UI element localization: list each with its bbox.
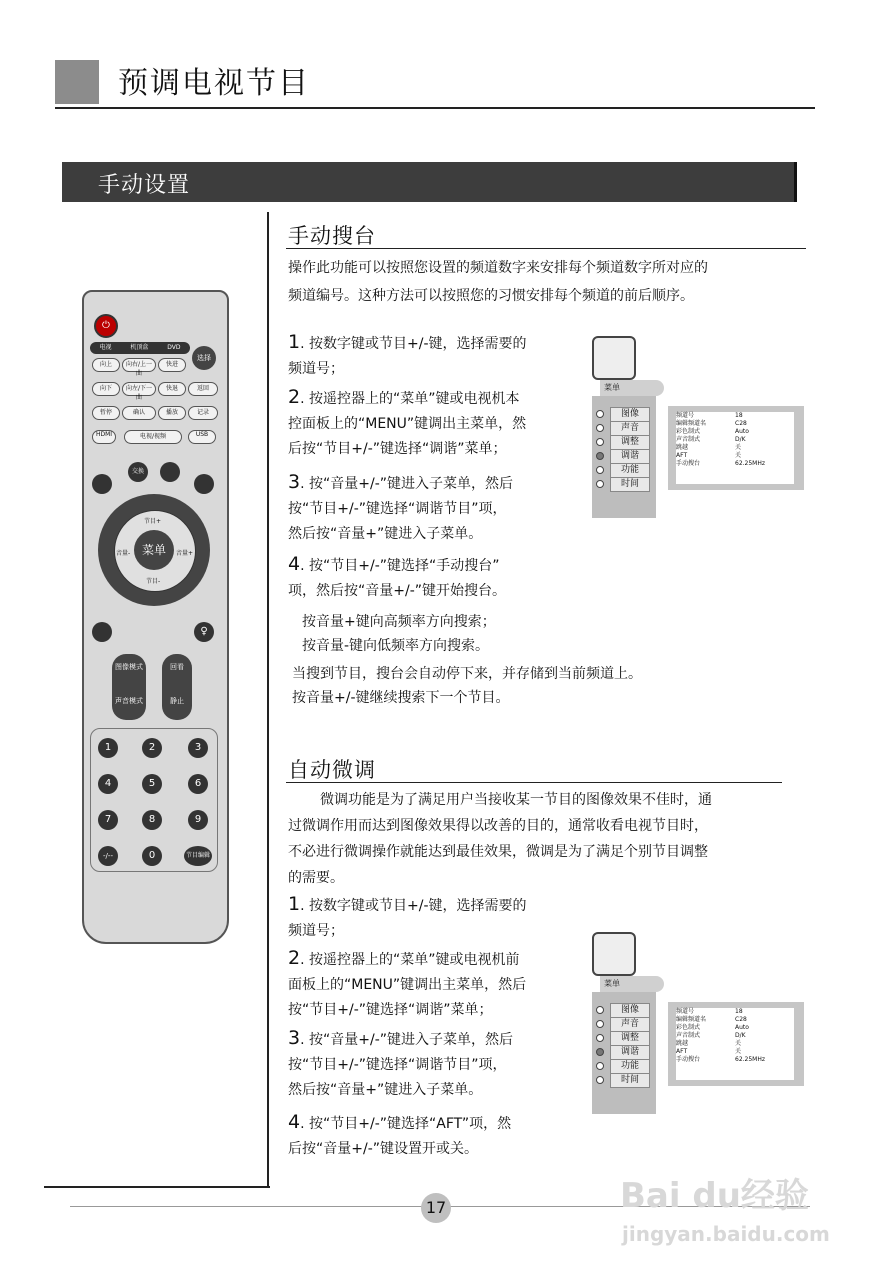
tip-line: 按音量+键向高频率方向搜索； [302, 614, 496, 630]
digit-button: 4 [98, 774, 118, 794]
submenu-value: 62.25MHz [735, 460, 766, 467]
step-2 [288, 946, 588, 1023]
step-text: . 按遥控器上的“菜单”键或电视机前 [300, 952, 520, 968]
submenu-value: Auto [735, 1024, 749, 1031]
menu-item-selected: 调谐 [610, 1045, 650, 1060]
remote-button: HDMI [92, 430, 116, 444]
osd-menu-figure [592, 336, 807, 521]
submenu-label: 彩色制式 [676, 428, 701, 435]
step-number: 2 [288, 386, 301, 408]
digit-button: 3 [188, 738, 208, 758]
step-4 [288, 552, 588, 604]
watermark-brand: Bai du经验 [620, 1176, 809, 1216]
step-text: 控面板上的“MENU”键调出主菜单，然 [288, 416, 527, 432]
submenu-label: 手动搜台 [676, 460, 701, 467]
submenu-label: AFT [676, 452, 688, 459]
remote-control [82, 290, 229, 944]
radio-icon [596, 438, 604, 446]
submenu-value: 关 [735, 1040, 742, 1047]
submenu-panel [668, 1002, 804, 1086]
step-text: 频道号； [288, 361, 344, 377]
step-text: 面板上的“MENU”键调出主菜单，然后 [288, 977, 527, 993]
mode-bar [90, 342, 190, 354]
intro-line: 操作此功能可以按照您设置的频道数字来安排每个频道数字所对应的 [288, 260, 708, 276]
vol-up-label: 音量+ [176, 550, 194, 557]
step-2 [288, 385, 588, 462]
digit-button: 2 [142, 738, 162, 758]
step-text: 然后按“音量+”键进入子菜单。 [288, 526, 483, 542]
intro-line: 频道编号。这种方法可以按照您的习惯安排每个频道的前后顺序。 [288, 288, 694, 304]
select-button: 选择 [192, 346, 216, 370]
menu-item: 声音 [610, 421, 650, 436]
submenu-value: 62.25MHz [735, 1056, 766, 1063]
radio-icon [596, 424, 604, 432]
submenu-list [676, 412, 794, 484]
mode-label: 电视 [99, 344, 112, 351]
radio-icon [596, 466, 604, 474]
menu-item: 图像 [610, 407, 650, 422]
step-3 [288, 470, 588, 547]
menu-item: 功能 [610, 1059, 650, 1074]
menu-tab: 菜单 [600, 380, 664, 396]
remote-button: 播放 [158, 406, 186, 420]
step-text: . 按“音量+/-”键进入子菜单，然后 [300, 476, 513, 492]
section-bar [62, 162, 796, 202]
submenu-label: 跳越 [676, 444, 689, 451]
radio-icon [596, 1020, 604, 1028]
page-title: 预调电视节目 [118, 66, 310, 101]
submenu-value: 18 [735, 1008, 743, 1015]
digit-button: 6 [188, 774, 208, 794]
note-line: 按音量+/-键继续搜索下一个节目。 [292, 690, 510, 706]
image-mode-button: 图像模式 [112, 654, 146, 720]
review-button: 回看 [162, 654, 192, 720]
radio-icon [596, 1048, 604, 1056]
step-1 [288, 330, 588, 382]
info-icon: ♀ [194, 622, 214, 642]
heading-manual-search: 手动搜台 [288, 224, 376, 248]
step-text: . 按“音量+/-”键进入子菜单，然后 [300, 1032, 513, 1048]
osd-menu-figure [592, 932, 807, 1117]
step-text: 频道号； [288, 923, 344, 939]
sound-mode-label: 声音模式 [115, 697, 143, 705]
digit-button: 5 [142, 774, 162, 794]
menu-item: 功能 [610, 463, 650, 478]
submenu-label: 编辑频道名 [676, 420, 707, 427]
submenu-value: D/K [735, 1032, 746, 1039]
remote-button: 向右/上一曲 [122, 358, 156, 372]
menu-tab: 菜单 [600, 976, 664, 992]
digit-button: 7 [98, 810, 118, 830]
menu-item: 图像 [610, 1003, 650, 1018]
section-bar-edge [794, 162, 797, 202]
digit-button: 8 [142, 810, 162, 830]
step-number: 1 [288, 331, 301, 353]
radio-icon [596, 480, 604, 488]
radio-icon [596, 1062, 604, 1070]
submenu-value: 关 [735, 452, 742, 459]
submenu-value: D/K [735, 436, 746, 443]
remote-round-button [160, 462, 180, 482]
digit-button: 9 [188, 810, 208, 830]
column-divider [267, 212, 269, 1188]
submenu-value: C28 [735, 1016, 747, 1023]
tip-line: 按音量-键向低频率方向搜索。 [302, 638, 490, 654]
intro-line: 的需要。 [288, 870, 344, 886]
intro-line: 过微调作用而达到图像效果得以改善的目的，通常收看电视节目时， [288, 818, 708, 834]
step-text: . 按数字键或节目+/-键，选择需要的 [300, 898, 527, 914]
step-text: 按“节目+/-”键选择“调谐”菜单； [288, 1002, 493, 1018]
menu-item: 调整 [610, 1031, 650, 1046]
mode-label: 机顶盒 [130, 344, 149, 351]
digit-button: 1 [98, 738, 118, 758]
step-text: . 按数字键或节目+/-键，选择需要的 [300, 336, 527, 352]
radio-icon [596, 452, 604, 460]
step-text: 后按“音量+/-”键设置开或关。 [288, 1141, 479, 1157]
heading-fine-tune: 自动微调 [288, 758, 376, 782]
step-number: 4 [288, 1111, 301, 1133]
radio-icon [596, 1034, 604, 1042]
radio-icon [596, 410, 604, 418]
submenu-value: 关 [735, 444, 742, 451]
submenu-label: 频道号 [676, 412, 695, 419]
remote-button: 快进 [158, 358, 186, 372]
intro-line: 微调功能是为了满足用户当接收某一节目的图像效果不佳时，通 [320, 792, 712, 808]
radio-icon [596, 1076, 604, 1084]
remote-button: 确认 [122, 406, 156, 420]
remote-round-button [194, 474, 214, 494]
menu-item: 时间 [610, 1073, 650, 1088]
digit-button: -/-- [98, 846, 118, 866]
submenu-label: 跳越 [676, 1040, 689, 1047]
section-title: 手动设置 [98, 173, 191, 198]
step-text: . 按“节目+/-”键选择“手动搜台” [300, 558, 500, 574]
bottom-rule [44, 1186, 270, 1188]
heading-rule [286, 248, 806, 249]
page-number: 17 [421, 1193, 451, 1223]
submenu-value: C28 [735, 420, 747, 427]
step-number: 1 [288, 893, 301, 915]
watermark-url: jingyan.baidu.com [622, 1222, 830, 1246]
submenu-label: 声音制式 [676, 1032, 701, 1039]
mode-label: DVD [167, 344, 181, 351]
submenu-label: 频道号 [676, 1008, 695, 1015]
radio-icon [596, 1006, 604, 1014]
swap-button: 交换 [128, 462, 148, 482]
step-number: 3 [288, 1027, 301, 1049]
remote-button: 电视/视频 [124, 430, 182, 444]
submenu-value: Auto [735, 428, 749, 435]
remote-button: 向上 [92, 358, 120, 372]
menu-center-button: 菜单 [134, 530, 174, 570]
step-text: . 按遥控器上的“菜单”键或电视机本 [300, 391, 520, 407]
digit-button: 0 [142, 846, 162, 866]
submenu-value: 关 [735, 1048, 742, 1055]
step-text: 项，然后按“音量+/-”键开始搜台。 [288, 583, 507, 599]
digit-button: 节目编辑 [184, 846, 212, 866]
step-text: 按“节目+/-”键选择“调谐节目”项， [288, 501, 507, 517]
heading-rule [286, 782, 782, 783]
plug-icon [592, 932, 636, 976]
remote-round-button [92, 622, 112, 642]
remote-button: 向左/下一曲 [122, 382, 156, 396]
ch-up-label: 节目+ [144, 518, 162, 525]
step-text: 然后按“音量+”键进入子菜单。 [288, 1082, 483, 1098]
submenu-label: 彩色制式 [676, 1024, 701, 1031]
step-text: 按“节目+/-”键选择“调谐节目”项， [288, 1057, 507, 1073]
note-line: 当搜到节目，搜台会自动停下来，并存储到当前频道上。 [292, 666, 642, 682]
step-number: 4 [288, 553, 301, 575]
ch-down-label: 节目- [146, 578, 161, 585]
remote-button: 快退 [158, 382, 186, 396]
remote-button: 记录 [188, 406, 218, 420]
intro-line: 不必进行微调操作就能达到最佳效果，微调是为了满足个别节目调整 [288, 844, 708, 860]
mute-label: 静止 [170, 697, 184, 705]
step-4 [288, 1110, 588, 1162]
step-number: 2 [288, 947, 301, 969]
submenu-list [676, 1008, 794, 1080]
power-icon: ⏻ [94, 314, 118, 338]
submenu-label: AFT [676, 1048, 688, 1055]
submenu-label: 声音制式 [676, 436, 701, 443]
menu-item-selected: 调谐 [610, 449, 650, 464]
step-number: 3 [288, 471, 301, 493]
remote-button: 向下 [92, 382, 120, 396]
remote-button: 返回 [188, 382, 218, 396]
menu-item: 调整 [610, 435, 650, 450]
menu-item: 声音 [610, 1017, 650, 1032]
title-block [55, 60, 99, 104]
plug-icon [592, 336, 636, 380]
submenu-value: 18 [735, 412, 743, 419]
remote-button: USB [188, 430, 216, 444]
step-text: . 按“节目+/-”键选择“AFT”项，然 [300, 1116, 512, 1132]
step-3 [288, 1026, 588, 1103]
step-text: 后按“节目+/-”键选择“调谐”菜单； [288, 441, 507, 457]
step-1 [288, 892, 588, 944]
remote-round-button [92, 474, 112, 494]
submenu-label: 手动搜台 [676, 1056, 701, 1063]
submenu-panel [668, 406, 804, 490]
remote-button: 暂停 [92, 406, 120, 420]
title-rule [55, 107, 815, 109]
menu-item: 时间 [610, 477, 650, 492]
vol-down-label: 音量- [116, 550, 131, 557]
submenu-label: 编辑频道名 [676, 1016, 707, 1023]
